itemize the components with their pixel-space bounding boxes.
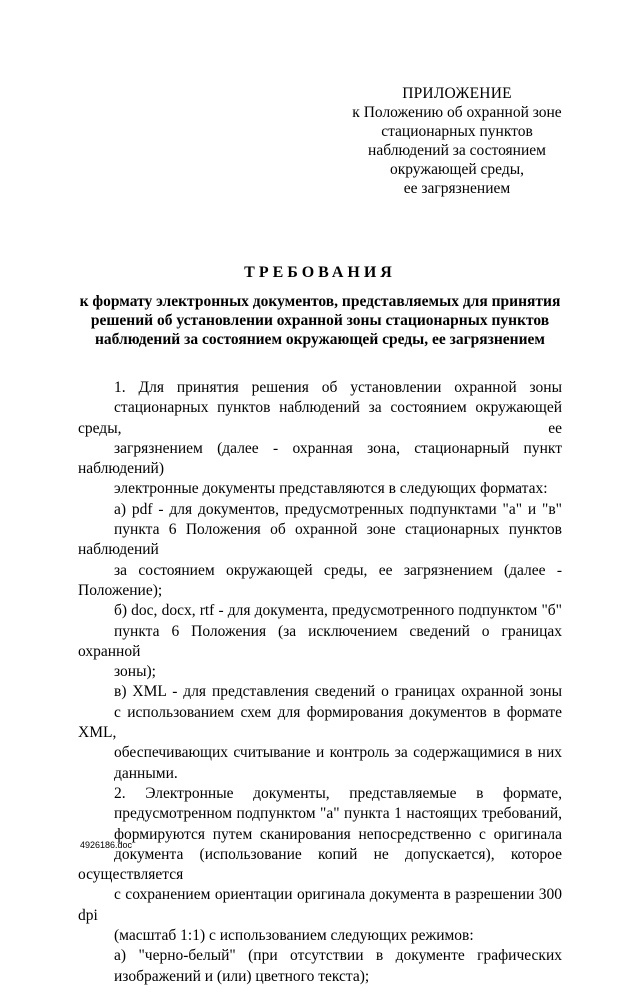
text-line: документа (использование копий не допускается), которое осуществляется — [78, 845, 562, 884]
paragraph-2a — [78, 946, 562, 987]
appendix-line: наблюдений за состоянием — [368, 142, 546, 159]
text-line: а) pdf - для документов, предусмотренных подпунктами "а" и "в" — [114, 500, 562, 518]
text-line: 2. Электронные документы, представляемые в формате, — [114, 784, 562, 802]
text-line: б) doc, docx, rtf - для документа, предусмотренного подпунктом "б" — [114, 602, 562, 620]
text-line: изображений и (или) цветного текста); — [114, 967, 370, 985]
text-line: стационарных пунктов наблюдений за состоянием окружающей среды, ее — [78, 399, 562, 437]
text-line: формируются путем сканирования непосредственно с оригинала — [114, 825, 562, 843]
paragraph-1a — [78, 500, 562, 601]
text-line: загрязнением (далее - охранная зона, стационарный пункт наблюдений) — [78, 439, 562, 478]
appendix-heading: ПРИЛОЖЕНИЕ — [402, 85, 512, 102]
file-name-footer: 4926186.doc — [80, 840, 133, 850]
text-line: данными. — [114, 764, 178, 782]
appendix-line: ее загрязнением — [403, 180, 511, 197]
text-line: в) XML - для представления сведений о границах охранной зоны — [114, 683, 562, 701]
text-line: предусмотренном подпунктом "а" пункта 1 настоящих требований, — [114, 805, 562, 823]
subtitle-line: решений об установлении охранной зоны стационарных пунктов — [90, 312, 550, 329]
text-line: с сохранением ориентации оригинала документа в разрешении 300 dpi — [78, 886, 562, 924]
paragraph-1b — [78, 601, 562, 682]
paragraph-2 — [78, 784, 562, 946]
paragraph-1 — [78, 378, 562, 500]
text-line: пункта 6 Положения об охранной зоне стационарных пунктов наблюдений — [78, 521, 562, 559]
text-line: пункта 6 Положения (за исключением сведений о границах охранной — [78, 622, 562, 660]
text-line: а) "черно-белый" (при отсутствии в документе графических — [114, 947, 562, 965]
appendix-line: к Положению об охранной зоне — [352, 104, 562, 121]
paragraph-1c — [78, 682, 562, 783]
text-line: обеспечивающих считывание и контроль за содержащимися в них — [114, 744, 562, 762]
text-line: с использованием схем для формирования документов в формате XML, — [78, 703, 562, 742]
document-title: ТРЕБОВАНИЯ — [244, 264, 396, 281]
document-subtitle — [60, 292, 580, 349]
text-line: (масштаб 1:1) с использованием следующих режимов: — [114, 927, 474, 945]
subtitle-line: к формату электронных документов, представляемых для принятия — [79, 293, 561, 310]
text-line: за состоянием окружающей среды, ее загрязнением (далее - Положение); — [78, 561, 562, 599]
subtitle-line: наблюдений за состоянием окружающей среды, ее загрязнением — [95, 331, 545, 348]
appendix-header — [342, 84, 572, 198]
appendix-line: стационарных пунктов — [381, 123, 533, 140]
appendix-line: окружающей среды, — [389, 161, 524, 178]
text-line: зоны); — [114, 663, 156, 681]
text-line: 1. Для принятия решения об установлении охранной зоны — [114, 379, 562, 396]
document-body — [78, 378, 562, 987]
text-line: электронные документы представляются в следующих форматах: — [114, 480, 548, 498]
